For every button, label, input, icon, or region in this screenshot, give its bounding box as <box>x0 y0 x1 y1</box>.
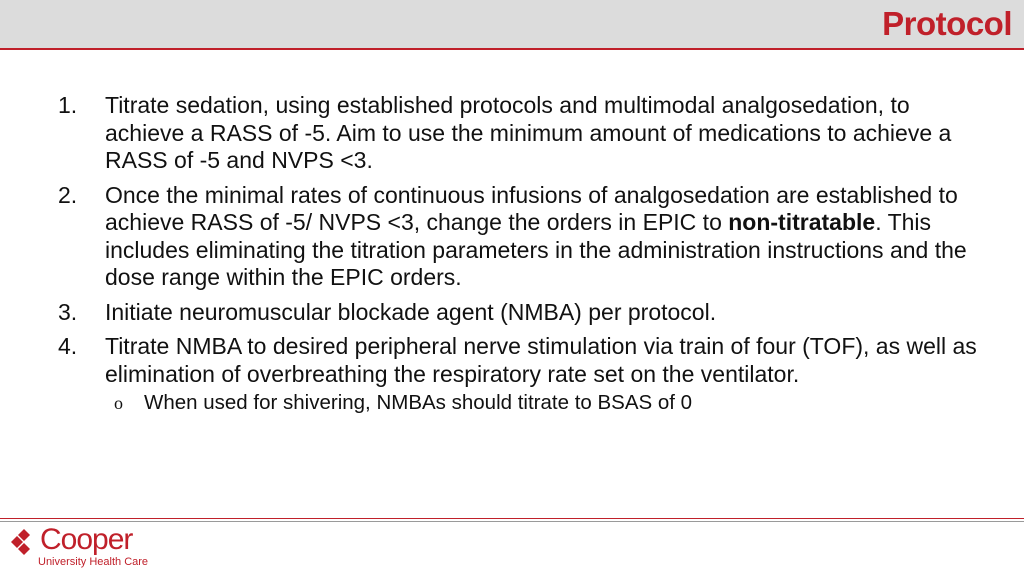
list-item <box>58 182 978 292</box>
item-number: 4. <box>58 333 78 359</box>
list-item <box>58 333 978 388</box>
item-text-bold: non-titratable <box>728 209 876 235</box>
item-text: Titrate sedation, using established protocols and multimodal analgosedation, to achieve a RASS of -5. Aim to use the minimum amount of medications to achieve a RASS of -5 and NVPS <3. <box>105 92 952 173</box>
header-divider <box>0 48 1024 50</box>
item-number: 2. <box>58 181 78 208</box>
footer-divider-gray <box>0 521 1024 522</box>
header-band <box>0 0 1024 48</box>
item-number: 3. <box>58 298 78 325</box>
footer-divider-red <box>0 518 1024 519</box>
item-number: 1. <box>58 92 78 118</box>
cooper-logo <box>8 523 168 572</box>
sub-list-item <box>114 390 978 416</box>
list-item <box>58 92 978 175</box>
item-text: Titrate NMBA to desired peripheral nerve stimulation via train of four (TOF), as well as elimination of overbreathing the respiratory rate set on the ventilator. <box>105 333 977 387</box>
logo-wordmark: Cooper <box>40 523 133 556</box>
logo-subtitle: University Health Care <box>38 556 149 568</box>
item-text-after: . This includes eliminating the titration parameters in the administration instructions and the dose range within the EPIC orders. <box>105 209 967 290</box>
list-item <box>58 299 978 327</box>
item-text <box>105 182 978 292</box>
sub-item-text: When used for shivering, NMBAs should titrate to BSAS of 0 <box>144 391 693 414</box>
slide-title: Protocol <box>882 5 1012 42</box>
item-text: Initiate neuromuscular blockade agent (NMBA) per protocol. <box>105 298 717 325</box>
item-text-before: Once the minimal rates of continuous infusions of analgosedation are established to achieve RASS of -5/ NVPS <3, change the orders in EPIC to <box>105 181 958 235</box>
circle-bullet-icon: o <box>114 393 123 413</box>
cooper-logo-mark-icon <box>8 526 40 558</box>
protocol-list <box>58 92 978 416</box>
